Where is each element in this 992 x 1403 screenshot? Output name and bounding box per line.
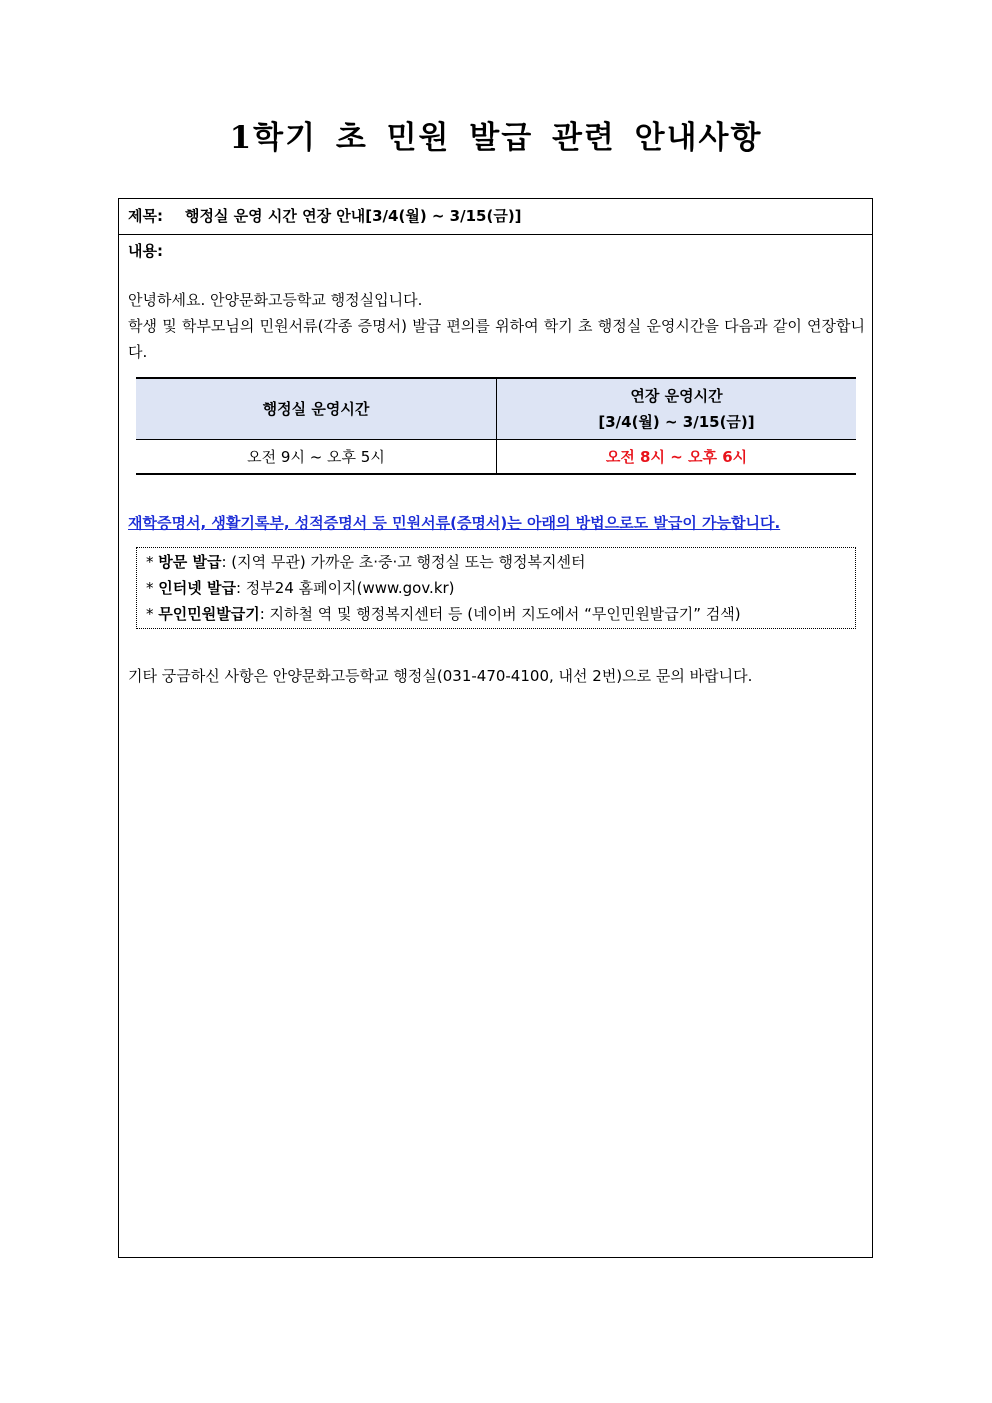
extended-hours-cell: 오전 8시 ~ 오후 6시: [497, 440, 857, 475]
notice-frame: [118, 198, 873, 1258]
method-visit: [146, 549, 855, 575]
header-extended-title: 연장 운영시간: [630, 387, 723, 405]
header-extended-period: [3/4(월) ~ 3/15(금)]: [598, 413, 755, 431]
contact-info: 기타 궁금하신 사항은 안양문화고등학교 행정실(031-470-4100, 내선 2번)으로 문의 바랍니다.: [128, 667, 753, 685]
method-bullet: *: [146, 553, 154, 571]
method-desc: : 정부24 홈페이지(www.gov.kr): [235, 579, 455, 597]
document-title: 1학기 초 민원 발급 관련 안내사항: [229, 120, 763, 156]
method-kiosk: [146, 601, 855, 627]
intro-body: 학생 및 학부모님의 민원서류(각종 증명서) 발급 편의를 위하여 학기 초 행정실 운영시간을 다음과 같이 연장합니다.: [128, 317, 865, 361]
hours-table-header-row: [136, 378, 856, 440]
method-internet: [146, 575, 855, 601]
intro-paragraph: [128, 287, 865, 365]
subject-label: 제목:: [128, 207, 163, 225]
header-regular-hours: 행정실 운영시간: [136, 378, 497, 440]
regular-hours-cell: 오전 9시 ~ 오후 5시: [136, 440, 497, 475]
hours-table-row: [136, 440, 856, 475]
issuance-notice: 재학증명서, 생활기록부, 성적증명서 등 민원서류(증명서)는 아래의 방법으로도 발급이 가능합니다.: [128, 514, 781, 532]
intro-greeting: 안녕하세요. 안양문화고등학교 행정실입니다.: [128, 291, 423, 309]
issuance-methods-box: [136, 547, 856, 629]
method-bullet: *: [146, 605, 154, 623]
method-desc: : (지역 무관) 가까운 초·중·고 행정실 또는 행정복지센터: [221, 553, 586, 571]
method-bullet: *: [146, 579, 154, 597]
method-label: 무인민원발급기: [158, 605, 260, 623]
method-label: 인터넷 발급: [158, 579, 236, 597]
method-label: 방문 발급: [158, 553, 222, 571]
method-desc: : 지하철 역 및 행정복지센터 등 (네이버 지도에서 “무인민원발급기” 검색): [259, 605, 741, 623]
content-label: 내용:: [128, 242, 163, 260]
subject-row: [119, 199, 872, 235]
header-extended-hours: [497, 378, 857, 440]
hours-table: [136, 377, 856, 475]
subject-text: 행정실 운영 시간 연장 안내[3/4(월) ~ 3/15(금)]: [184, 207, 522, 225]
